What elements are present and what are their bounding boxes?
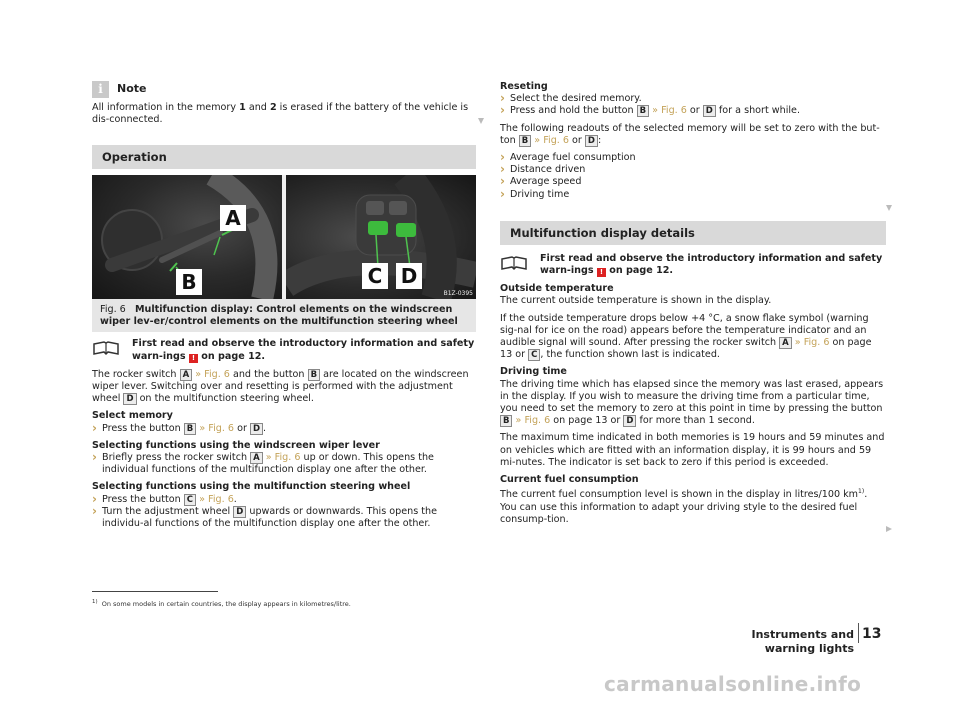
fuel-consumption-heading: Current fuel consumption — [500, 474, 639, 486]
warning-reference — [92, 338, 476, 362]
wiper-selection-heading: Selecting functions using the windscreen wiper lever — [92, 439, 380, 451]
callout-a: A — [220, 205, 246, 231]
note-text: All information in the memory 1 and 2 is erased if the battery of the vehicle is dis-connected. — [92, 102, 469, 126]
warning-mark-icon: ! — [597, 268, 606, 277]
wheel-selection-heading: Selecting functions using the multifunction steering wheel — [92, 481, 411, 493]
list-item: › Driving time — [500, 189, 886, 201]
wheel-selection-step-1: › Press the button C » Fig. 6. — [92, 494, 476, 506]
wheel-selection-step-2: › Turn the adjustment wheel D upwards or downwards. This opens the individu-al functions of the multifunction display one after the other. — [92, 506, 476, 530]
right-column — [500, 80, 886, 531]
note-title: Note — [117, 81, 147, 95]
watermark: carmanualsonline.info — [604, 672, 862, 696]
book-warning-icon — [500, 255, 528, 273]
callout-b: B — [176, 269, 202, 295]
section-end-mark — [886, 205, 892, 211]
warning-text: First read and observe the introductory information and safety warn-ings ! on page 12. — [132, 338, 475, 362]
callout-d: D — [396, 263, 422, 289]
note-end-mark — [478, 118, 484, 124]
steering-wheel-photo — [286, 175, 476, 299]
footer-chapter-title: Instruments and warning lights — [751, 628, 854, 655]
reseting-step-1: › Select the desired memory. — [500, 93, 886, 105]
warning-reference-details — [500, 253, 886, 277]
section-heading-operation: Operation — [92, 145, 476, 169]
readouts-list — [500, 152, 886, 201]
continue-mark — [886, 526, 892, 532]
wiper-lever-photo — [92, 175, 282, 299]
driving-time-max: The maximum time indicated in both memories is 19 hours and 59 minutes and on vehicles which are fitted with an information display, it is 99 hours and 59 mi-nutes. The indicator is set back to zero if this period is exceeded. — [500, 432, 885, 468]
list-item: › Average speed — [500, 176, 886, 188]
select-memory-heading: Select memory — [92, 410, 173, 422]
driving-time-heading: Driving time — [500, 366, 567, 378]
wiper-selection-step: › Briefly press the rocker switch A » Fig. 6 up or down. This opens the individual functions of the multifunction display one after the other. — [92, 452, 476, 476]
callout-c: C — [362, 263, 388, 289]
reseting-heading: Reseting — [500, 81, 548, 92]
page-number: 13 — [862, 626, 882, 642]
outside-temp-text: The current outside temperature is shown in the display. — [500, 295, 772, 307]
fuel-consumption-text: The current fuel consumption level is shown in the display in litres/100 $km^{1)}$. You can use this information to adapt your driving style to the desired fuel consump-tion. — [500, 488, 868, 525]
button-c-green — [368, 221, 388, 235]
list-item: › Distance driven — [500, 164, 886, 176]
footnote-rule — [92, 591, 218, 592]
outside-temp-warning: If the outside temperature drops below +4 °C, a snow flake symbol (warning sig-nal for ice on the road) appears before the temperature indicator and an audible signal will sound. After pressing the rocker switch A » Fig. 6 on page 13 or C , the function shown last is indicated. — [500, 312, 872, 361]
footer-divider — [858, 623, 859, 643]
wheel-d-green — [396, 223, 416, 237]
figure-6 — [92, 175, 476, 299]
note-header — [92, 80, 476, 98]
select-memory-step: › Press the button B » Fig. 6 or D . — [92, 423, 476, 435]
footnote: $^{1)}$ On some models in certain countries, the display appears in kilometres/litre. — [92, 599, 351, 609]
warning-text: First read and observe the introductory information and safety warn-ings ! on page 12. — [540, 252, 883, 277]
list-item: › Average fuel consumption — [500, 152, 886, 164]
book-warning-icon — [92, 340, 120, 358]
driving-time-text: The driving time which has elapsed since the memory was last erased, appears in the display. If you wish to measure the driving time from a particular time, you need to set the memory to zero at this point in time by pressing the button B » Fig. 6 on page 13 or D for more than 1 second. — [500, 378, 884, 427]
section-heading-details: Multifunction display details — [500, 221, 886, 245]
figure-code: B1Z-0395 — [443, 290, 473, 298]
figure-caption: Fig. 6 Multifunction display: Control elements on the windscreen wiper lev-er/control elements on the multifunction steering wheel — [92, 299, 476, 332]
info-icon: i — [92, 81, 109, 98]
reseting-paragraph: The following readouts of the selected memory will be set to zero with the but-ton B » Fig. 6 or D : — [500, 122, 880, 146]
rocker-paragraph: The rocker switch A » Fig. 6 and the button B are located on the windscreen wiper lever. Switching over and resetting is performed with the adjustment wheel D on the multifunction steering wheel. — [92, 368, 469, 405]
warning-mark-icon: ! — [189, 354, 198, 363]
left-column — [92, 80, 476, 535]
outside-temp-heading: Outside temperature — [500, 283, 614, 295]
reseting-step-2: › Press and hold the button B » Fig. 6 or D for a short while. — [500, 105, 886, 117]
